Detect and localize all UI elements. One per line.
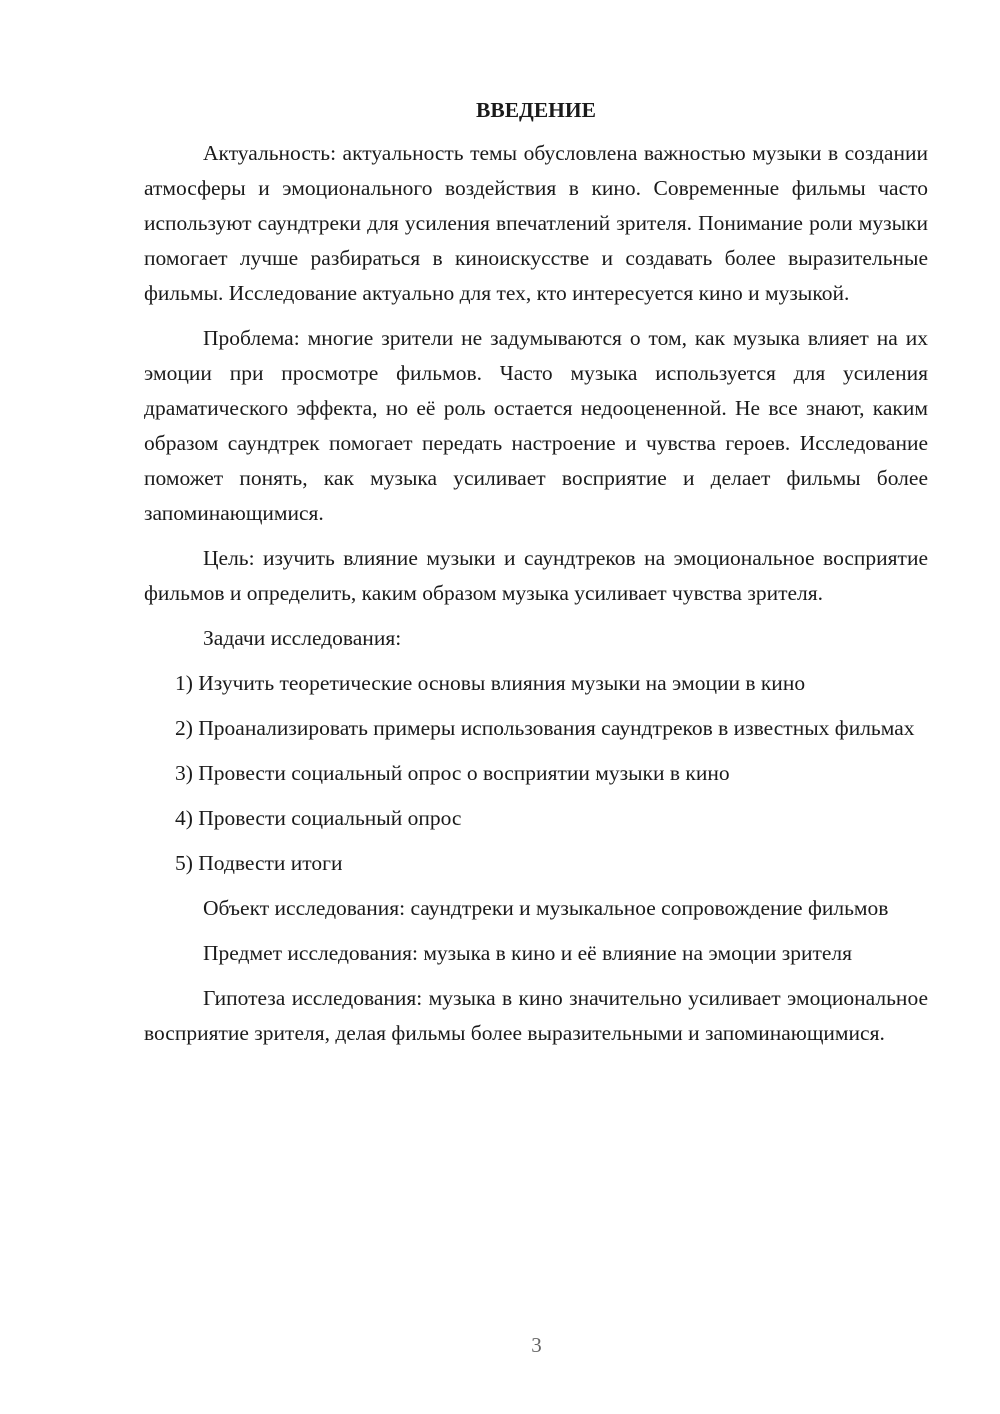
- task-item-2: 2) Проанализировать примеры использования саундтреков в известных фильмах: [175, 716, 915, 740]
- tasks-heading: Задачи исследования:: [203, 626, 402, 650]
- relevance-paragraph: Актуальность: актуальность темы обусловлена важностью музыки в создании атмосферы и эмоционального воздействия в кино. Современные фильмы часто используют саундтреки для усиления впечатлений зрителя. Понимание роли музыки помогает лучше разбираться в киноискусстве и создавать более выразительные фильмы. Исследование актуально для тех, кто интересуется кино и музыкой.: [144, 141, 928, 305]
- object-paragraph: Объект исследования: саундтреки и музыкальное сопровождение фильмов: [203, 896, 889, 920]
- task-item-1: 1) Изучить теоретические основы влияния музыки на эмоции в кино: [175, 671, 806, 695]
- task-item-3: 3) Провести социальный опрос о восприятии музыки в кино: [175, 761, 730, 785]
- subject-paragraph: Предмет исследования: музыка в кино и её влияние на эмоции зрителя: [203, 941, 853, 965]
- page-number: 3: [531, 1333, 542, 1357]
- document-page: [144, 90, 928, 1051]
- task-item-5: 5) Подвести итоги: [175, 851, 343, 875]
- hypothesis-paragraph: Гипотеза исследования: музыка в кино значительно усиливает эмоциональное восприятие зрителя, делая фильмы более выразительными и запоминающимися.: [144, 986, 928, 1045]
- page-title: ВВЕДЕНИЕ: [476, 98, 596, 122]
- problem-paragraph: Проблема: многие зрители не задумываются о том, как музыка влияет на их эмоции при просмотре фильмов. Часто музыка используется для усиления драматического эффекта, но её роль остается недооцененной. Не все знают, каким образом саундтрек помогает передать настроение и чувства героев. Исследование поможет понять, как музыка усиливает восприятие и делает фильмы более запоминающимися.: [144, 326, 928, 525]
- goal-paragraph: Цель: изучить влияние музыки и саундтреков на эмоциональное восприятие фильмов и определить, каким образом музыка усиливает чувства зрителя.: [144, 546, 928, 605]
- task-item-4: 4) Провести социальный опрос: [175, 806, 462, 830]
